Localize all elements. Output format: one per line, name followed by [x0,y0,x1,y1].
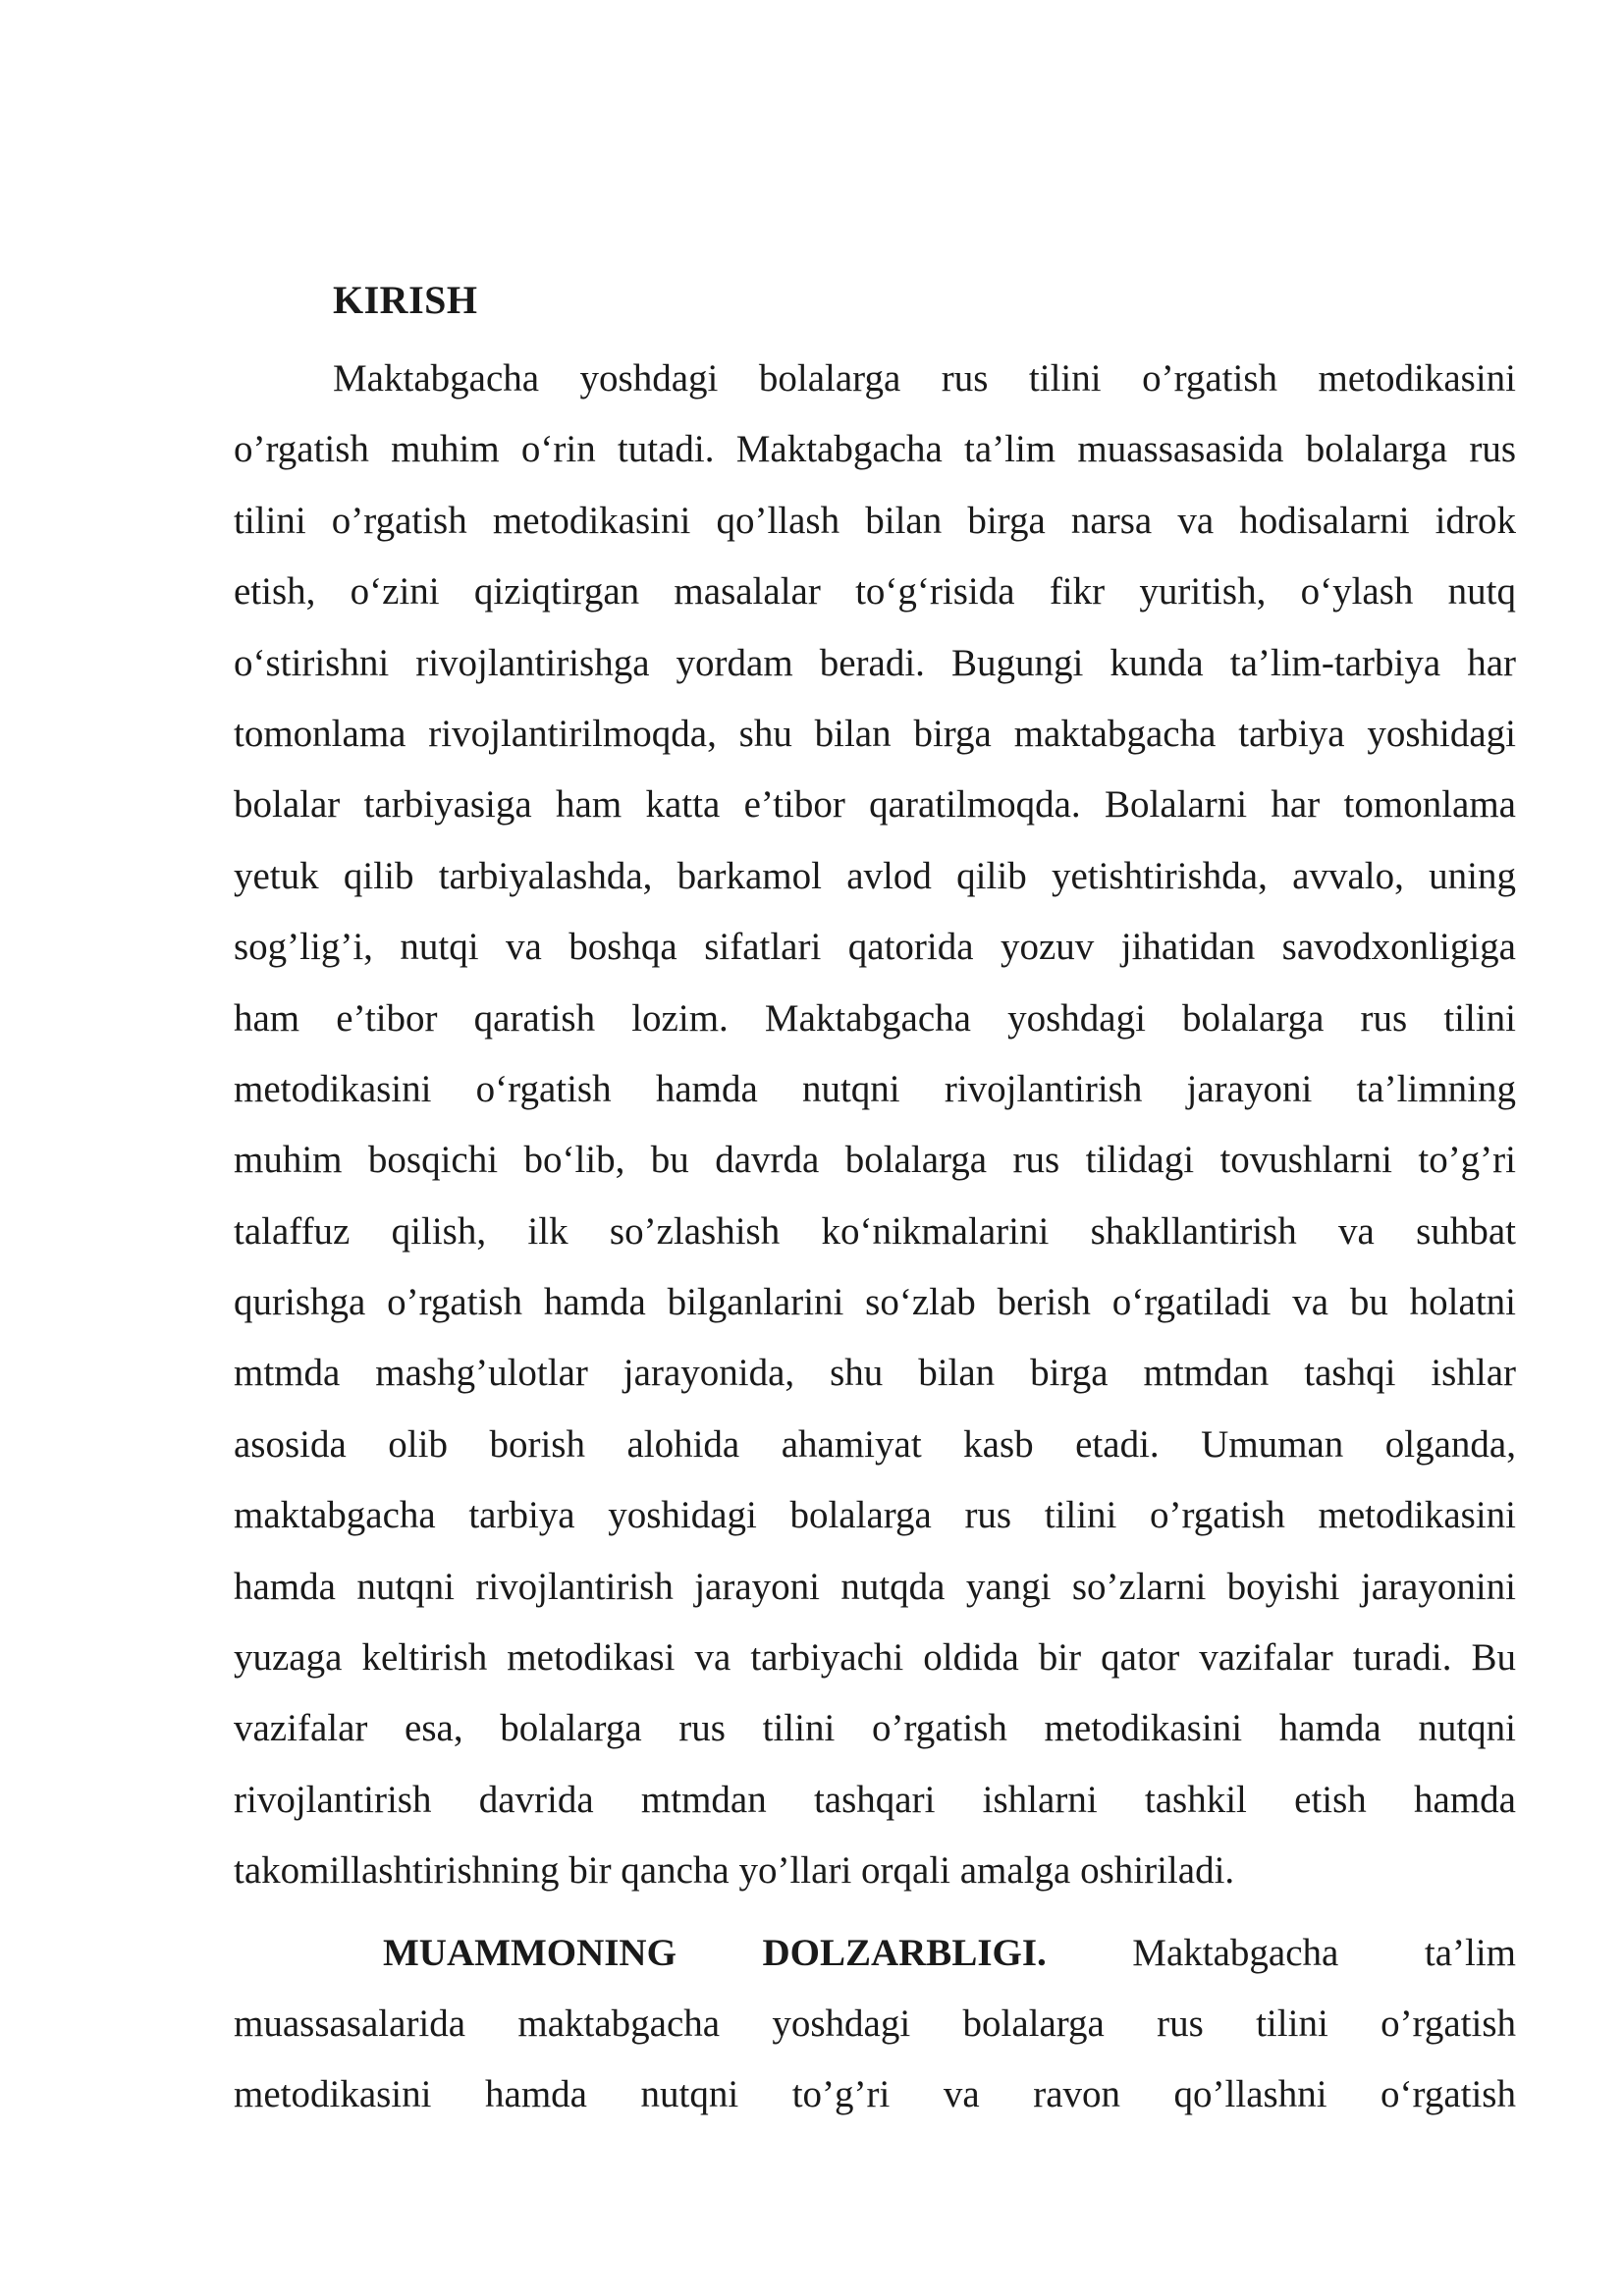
text-line: qurishga o’rgatish hamda bilganlarini so‘zlab berish o‘rgatiladi va bu holatni [234,1281,1516,1324]
text-line: bolalar tarbiyasiga ham katta e’tibor qaratilmoqda. Bolalarni har tomonlama [234,783,1516,827]
text-line: o‘stirishni rivojlantirishga yordam beradi. Bugungi kunda ta’lim-tarbiya har [234,641,1516,684]
text-line: muassasalarida maktabgacha yoshdagi bolalarga rus tilini o’rgatish [234,2002,1516,2045]
text-line: vazifalar esa, bolalarga rus tilini o’rgatish metodikasini hamda nutqni [234,1707,1516,1750]
text-line: muhim bosqichi bo‘lib, bu davrda bolalarga rus tilidagi tovushlarni to’g’ri [234,1139,1516,1182]
text-line: hamda nutqni rivojlantirish jarayoni nutqda yangi so’zlarni boyishi jarayonini [234,1565,1516,1608]
text-line: yetuk qilib tarbiyalashda, barkamol avlod qilib yetishtirishda, avvalo, uning [234,854,1516,897]
text-line [234,1918,1516,1989]
text-line: o’rgatish muhim o‘rin tutadi. Maktabgacha ta’lim muassasasida bolalarga rus [234,428,1516,471]
text-line: metodikasini o‘rgatish hamda nutqni rivojlantirish jarayoni ta’limning [234,1067,1516,1110]
text-line: yuzaga keltirish metodikasi va tarbiyachi oldida bir qator vazifalar turadi. Bu [234,1636,1516,1680]
text-line: tilini o’rgatish metodikasini qo’llash bilan birga narsa va hodisalarni idrok [234,499,1516,542]
text-line: maktabgacha tarbiya yoshidagi bolalarga rus tilini o’rgatish metodikasini [234,1494,1516,1537]
text-line: asosida olib borish alohida ahamiyat kasb etadi. Umuman olganda, [234,1422,1516,1466]
problem-relevance-paragraph [234,1918,1516,2131]
problem-relevance-label: MUAMMONING DOLZARBLIGI. [383,1931,1047,1974]
text-line: etish, o‘zini qiziqtirgan masalalar to‘g‘risida fikr yuritish, o‘ylash nutq [234,570,1516,614]
text-line: rivojlantirish davrida mtmdan tashqari ishlarni tashkil etish hamda [234,1778,1516,1821]
section-heading-kirish: KIRISH [333,278,478,322]
document-page [234,265,1516,2131]
problem-first-line-text: Maktabgacha ta’lim [1132,1931,1516,1974]
text-line: takomillashtirishning bir qancha yo’llari orqali amalga oshiriladi. [234,1849,1235,1893]
text-line: sog’lig’i, nutqi va boshqa sifatlari qatorida yozuv jihatidan savodxonligiga [234,926,1516,969]
text-line: metodikasini hamda nutqni to’g’ri va ravon qo’llashni o‘rgatish [234,2073,1516,2116]
text-line: Maktabgacha yoshdagi bolalarga rus tilini o’rgatish metodikasini [333,357,1516,400]
intro-paragraph [234,344,1516,1907]
text-line: tomonlama rivojlantirilmoqda, shu bilan birga maktabgacha tarbiya yoshidagi [234,712,1516,755]
text-line: ham e’tibor qaratish lozim. Maktabgacha yoshdagi bolalarga rus tilini [234,996,1516,1040]
text-line: talaffuz qilish, ilk so’zlashish ko‘nikmalarini shakllantirish va suhbat [234,1209,1516,1253]
text-line: mtmda mashg’ulotlar jarayonida, shu bilan birga mtmdan tashqi ishlar [234,1352,1516,1395]
